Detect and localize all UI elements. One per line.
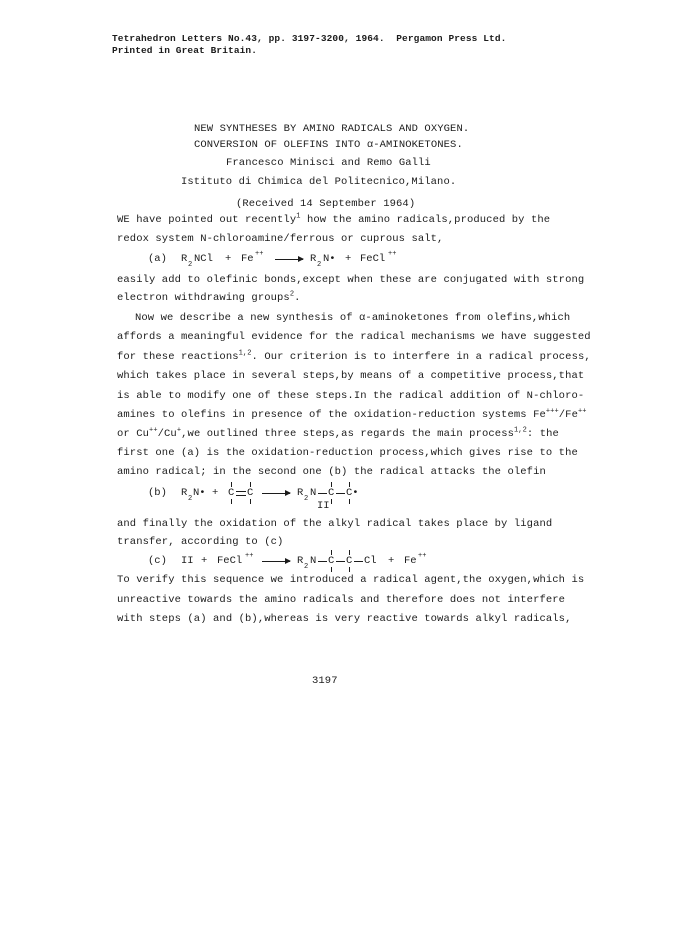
single-bond xyxy=(354,561,363,562)
reference-marker: 1,2 xyxy=(514,426,527,435)
equation-c: (c) II + FeCl ++ R 2 N C C Cl + Fe ++ xyxy=(148,552,427,571)
equation-b: (b) R 2 N• + C C R 2 N C C• II xyxy=(0,478,680,514)
reaction-arrow xyxy=(262,561,290,562)
received-date: (Received 14 September 1964) xyxy=(236,198,416,210)
affiliation: Istituto di Chimica del Politecnico,Milano. xyxy=(181,176,457,188)
single-bond xyxy=(336,493,345,494)
reference-marker: 2 xyxy=(289,290,295,299)
para5-line1: To verify this sequence we introduced a radical agent,the oxygen,which is xyxy=(117,574,585,586)
para3-line3: for these reactions$^{1,2}$. Our criterion is to interfere in a radical process, xyxy=(117,349,591,363)
single-bond xyxy=(318,493,327,494)
single-bond xyxy=(318,561,327,562)
page-number: 3197 xyxy=(312,675,338,687)
equation-label: (a) xyxy=(148,253,167,265)
para4-line2: transfer, according to (c) xyxy=(117,536,284,548)
double-bond xyxy=(236,491,246,496)
journal-header-line2: Printed in Great Britain. xyxy=(112,45,258,56)
para3-line9: amino radical; in the second one (b) the radical attacks the olefin xyxy=(117,466,546,478)
equation-a: (a) R 2 NCl + Fe ++ R 2 N• + FeCl ++ xyxy=(148,250,397,269)
paper-title-line1: NEW SYNTHESES BY AMINO RADICALS AND OXYGEN. xyxy=(194,123,470,135)
para3-line4: which takes place in several steps,by means of a competitive process,that xyxy=(117,370,585,382)
reaction-arrow xyxy=(275,259,303,260)
para1-line1: WE have pointed out recently$^1$ how the amino radicals,produced by the xyxy=(117,212,551,226)
reaction-arrow xyxy=(262,493,290,494)
para5-line3: with steps (a) and (b),whereas is very reactive towards alkyl radicals, xyxy=(117,613,572,625)
reference-marker: 1,2 xyxy=(238,349,252,358)
para3-line8: first one (a) is the oxidation-reduction process,which gives rise to the xyxy=(117,447,578,459)
para3-line5: is able to modify one of these steps.In the radical addition of N-chloro- xyxy=(117,390,585,402)
equation-label: (b) xyxy=(148,487,167,499)
para3-line1: Now we describe a new synthesis of α-aminoketones from olefins,which xyxy=(135,312,571,324)
single-bond xyxy=(336,561,345,562)
para5-line2: unreactive towards the amino radicals and therefore does not interfere xyxy=(117,594,566,606)
authors: Francesco Minisci and Remo Galli xyxy=(226,157,431,169)
para3-line2: affords a meaningful evidence for the radical mechanisms we have suggested xyxy=(117,331,591,343)
para1-line2: redox system N-chloroamine/ferrous or cuprous salt, xyxy=(117,233,444,245)
para3-line7: or Cu++/Cu+,we outlined three steps,as regards the main process$^{1,2}$: the xyxy=(117,426,559,440)
para4-line1: and finally the oxidation of the alkyl radical takes place by ligand xyxy=(117,518,553,530)
para2-line2: electron withdrawing groups$^2$. xyxy=(117,290,301,304)
para3-line6: amines to olefins in presence of the oxidation-reduction systems Fe+++/Fe++ xyxy=(117,407,587,421)
journal-header-line1: Tetrahedron Letters No.43, pp. 3197-3200, 1964. Pergamon Press Ltd. xyxy=(112,33,507,44)
compound-label: II xyxy=(317,500,330,512)
para2-line1: easily add to olefinic bonds,except when these are conjugated with strong xyxy=(117,274,585,286)
paper-title-line2: CONVERSION OF OLEFINS INTO α-AMINOKETONES. xyxy=(194,139,463,151)
equation-label: (c) xyxy=(148,555,167,567)
reference-marker: 1 xyxy=(296,212,301,221)
